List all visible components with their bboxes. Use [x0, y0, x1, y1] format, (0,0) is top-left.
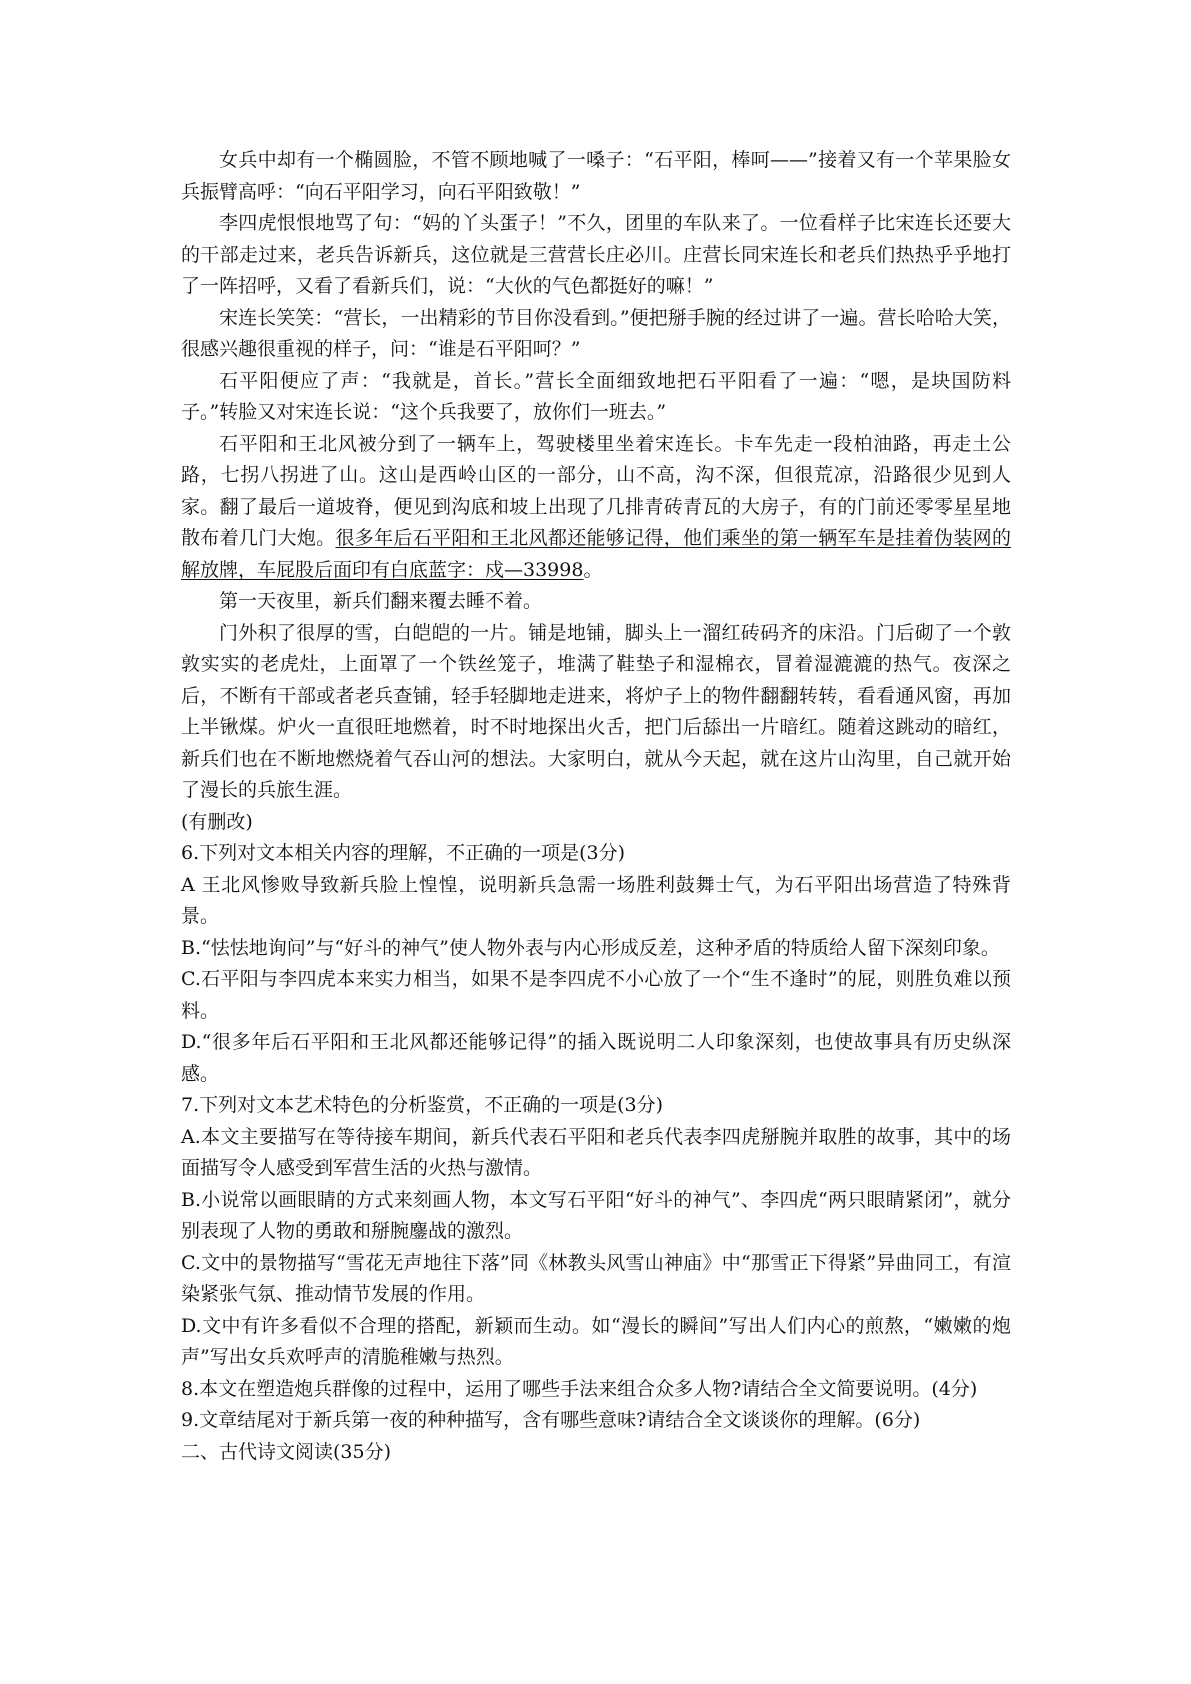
passage-text: 石平阳和王北风被分到了一辆车上，驾驶楼里坐着宋连长。卡车先走一段柏油路，再走土公路，七拐八拐进了山。这山是西岭山区的一部分，山不高，沟不深，但很荒凉，沿路很少见到人家。翻了最后一道坡脊，便见到沟底和坡上出现了几排青砖青瓦的大房子，有的门前还零零星星地散布着几门大炮。: [181, 432, 1011, 549]
question-6-option-c: C.石平阳与李四虎本来实力相当，如果不是李四虎不小心放了一个“生不逢时”的屁，则胜负难以预料。: [181, 968, 1011, 1022]
underlined-sentence: 很多年后石平阳和王北风都还能够记得，他们乘坐的第一辆军车是挂着伪装网的解放牌，车屁股后面印有白底蓝字：戍—33998: [181, 527, 1011, 581]
passage-paragraph: 李四虎恨恨地骂了句：“妈的丫头蛋子！”不久，团里的车队来了。一位看样子比宋连长还要大的干部走过来，老兵告诉新兵，这位就是三营营长庄必川。庄营长同宋连长和老兵们热热乎乎地打了一阵招呼，又看了看新兵们，说：“大伙的气色都挺好的嘛！”: [181, 212, 1011, 297]
question-7-option-a: A.本文主要描写在等待接车期间，新兵代表石平阳和老兵代表李四虎掰腕并取胜的故事，其中的场面描写令人感受到军营生活的火热与激情。: [181, 1125, 1011, 1179]
passage-paragraph-with-underline: [181, 429, 1011, 587]
question-9: 9.文章结尾对于新兵第一夜的种种描写，含有哪些意味?请结合全文谈谈你的理解。(6分): [181, 1409, 921, 1431]
passage-text: 。: [583, 558, 603, 581]
question-7-option-b: B.小说常以画眼睛的方式来刻画人物，本文写石平阳“好斗的神气”、李四虎“两只眼睛紧闭”，就分别表现了人物的勇敢和掰腕鏖战的激烈。: [181, 1188, 1011, 1242]
question-7-stem: 7.下列对文本艺术特色的分析鉴赏，不正确的一项是(3分): [181, 1094, 664, 1116]
passage-paragraph: 石平阳便应了声：“我就是，首长。”营长全面细致地把石平阳看了一遍：“嗯，是块国防料子。”转脸又对宋连长说：“这个兵我要了，放你们一班去。”: [181, 369, 1011, 423]
passage-paragraph: 门外积了很厚的雪，白皑皑的一片。铺是地铺，脚头上一溜红砖码齐的床沿。门后砌了一个敦敦实实的老虎灶，上面罩了一个铁丝笼子，堆满了鞋垫子和湿棉衣，冒着湿漉漉的热气。夜深之后，不断有干部或者老兵查铺，轻手轻脚地走进来，将炉子上的物件翻翻转转，看看通风窗，再加上半锹煤。炉火一直很旺地燃着，时不时地探出火舌，把门后舔出一片暗红。随着这跳动的暗红，新兵们也在不断地燃烧着气吞山河的想法。大家明白，就从今天起，就在这片山沟里，自己就开始了漫长的兵旅生涯。: [181, 621, 1011, 801]
question-7-option-c: C.文中的景物描写“雪花无声地往下落”同《林教头风雪山神庙》中“那雪正下得紧”异曲同工，有渲染紧张气氛、推动情节发展的作用。: [181, 1251, 1011, 1305]
question-6-option-d: D.“很多年后石平阳和王北风都还能够记得”的插入既说明二人印象深刻，也使故事具有历史纵深感。: [181, 1031, 1011, 1085]
edit-note: (有删改): [181, 810, 253, 833]
passage-paragraph: 第一天夜里，新兵们翻来覆去睡不着。: [219, 590, 543, 612]
page-content: [181, 145, 1011, 1468]
passage-paragraph: 宋连长笑笑：“营长，一出精彩的节目你没看到。”便把掰手腕的经过讲了一遍。营长哈哈大笑，很感兴趣很重视的样子，问：“谁是石平阳呵？”: [181, 306, 1011, 360]
question-6-option-a: A 王北风惨败导致新兵脸上惶惶，说明新兵急需一场胜利鼓舞士气，为石平阳出场营造了特殊背景。: [181, 873, 1011, 927]
question-6-option-b: B.“怯怯地询问”与“好斗的神气”使人物外表与内心形成反差，这种矛盾的特质给人留下深刻印象。: [181, 936, 1000, 959]
section-heading: 二、古代诗文阅读(35分): [181, 1440, 392, 1463]
passage-paragraph: 女兵中却有一个椭圆脸，不管不顾地喊了一嗓子：“石平阳，棒呵——”接着又有一个苹果脸女兵振臂高呼：“向石平阳学习，向石平阳致敬！”: [181, 149, 1011, 203]
question-8: 8.本文在塑造炮兵群像的过程中，运用了哪些手法来组合众多人物?请结合全文简要说明。(4分): [181, 1377, 978, 1400]
question-7-option-d: D.文中有许多看似不合理的搭配，新颖而生动。如“漫长的瞬间”写出人们内心的煎熬，“嫩嫩的炮声”写出女兵欢呼声的清脆稚嫩与热烈。: [181, 1314, 1011, 1368]
question-6-stem: 6.下列对文本相关内容的理解，不正确的一项是(3分): [181, 842, 626, 864]
